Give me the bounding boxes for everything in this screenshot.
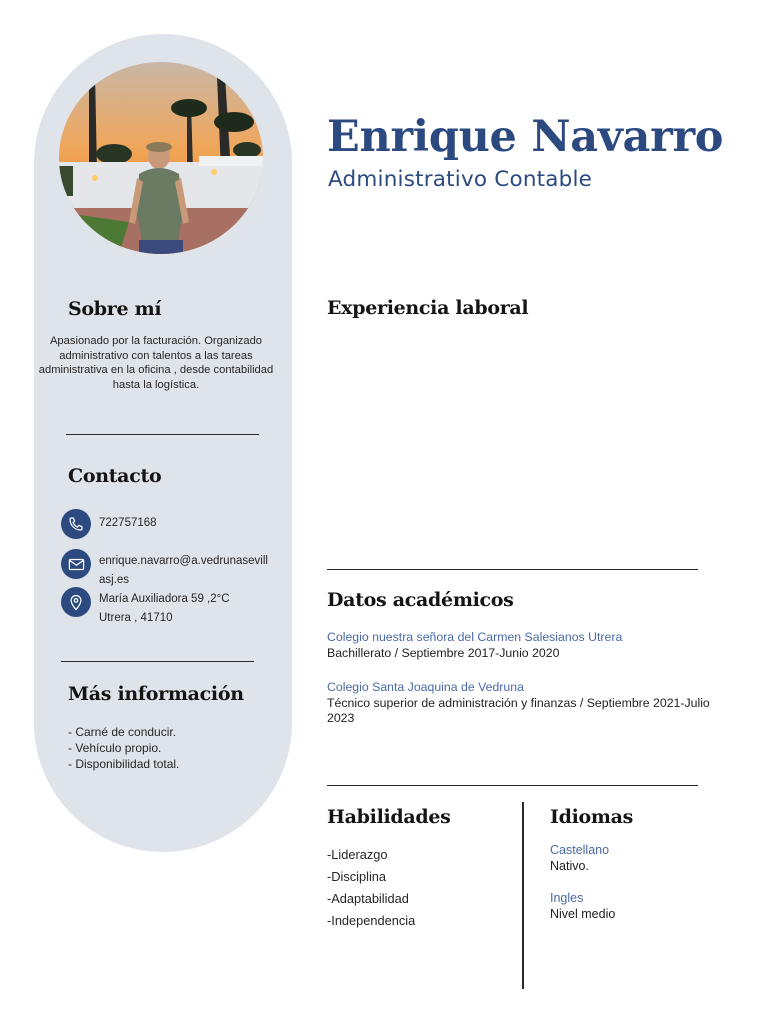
- about-heading: Sobre mí: [68, 298, 162, 320]
- skill-item: -Disciplina: [327, 869, 387, 884]
- profile-photo: [59, 62, 263, 254]
- language-name: Castellano: [550, 843, 610, 857]
- list-item: - Carné de conducir.: [68, 725, 177, 739]
- more-info-list: [68, 724, 179, 772]
- column-divider: [522, 802, 524, 989]
- skill-item: -Independencia: [327, 913, 416, 928]
- education-detail: Técnico superior de administración y finanzas / Septiembre 2021-Julio 2023: [327, 695, 710, 725]
- experience-divider: [327, 569, 698, 570]
- languages-heading: Idiomas: [550, 806, 634, 828]
- skill-item: -Liderazgo: [327, 847, 388, 862]
- list-item: - Disponibilidad total.: [68, 757, 180, 771]
- education-heading: Datos académicos: [327, 589, 514, 611]
- email-address[interactable]: [99, 552, 268, 590]
- about-divider: [66, 434, 259, 435]
- skills-heading: Habilidades: [327, 806, 451, 828]
- language-name: Ingles: [550, 891, 584, 905]
- language-level: Nativo.: [550, 858, 589, 873]
- language-entry: [550, 891, 615, 922]
- language-entry: [550, 843, 609, 874]
- education-entry: [327, 680, 727, 727]
- full-name: Enrique Navarro: [327, 112, 724, 162]
- contact-heading: Contacto: [68, 465, 162, 487]
- email-line: enrique.navarro@a.vedrunasevill: [99, 555, 268, 567]
- school-name: Colegio nuestra señora del Carmen Salesianos Utrera: [327, 630, 623, 644]
- list-item: - Vehículo propio.: [68, 741, 162, 755]
- education-detail: Bachillerato / Septiembre 2017-Junio 2020: [327, 645, 560, 660]
- education-entry: [327, 630, 727, 661]
- school-name: Colegio Santa Joaquina de Vedruna: [327, 680, 524, 694]
- phone-number[interactable]: 722757168: [99, 517, 157, 529]
- email-line: asj.es: [99, 574, 130, 586]
- language-level: Nivel medio: [550, 906, 616, 921]
- education-divider: [327, 785, 698, 786]
- job-title: Administrativo Contable: [328, 167, 593, 192]
- experience-heading: Experiencia laboral: [327, 297, 529, 319]
- about-text: Apasionado por la facturación. Organizado administrativo con talentos a las tareas administrativa en la oficina , desde contabilidad hasta la logística.: [38, 335, 274, 391]
- contact-divider: [61, 661, 254, 662]
- phone-icon: [61, 509, 91, 539]
- more-info-heading: Más información: [68, 683, 244, 705]
- address-line: María Auxiliadora 59 ,2°C: [99, 593, 230, 605]
- skill-item: -Adaptabilidad: [327, 891, 409, 906]
- address: [99, 590, 230, 628]
- address-line: Utrera , 41710: [99, 612, 173, 624]
- location-pin-icon: [61, 587, 91, 617]
- mail-icon: [61, 549, 91, 579]
